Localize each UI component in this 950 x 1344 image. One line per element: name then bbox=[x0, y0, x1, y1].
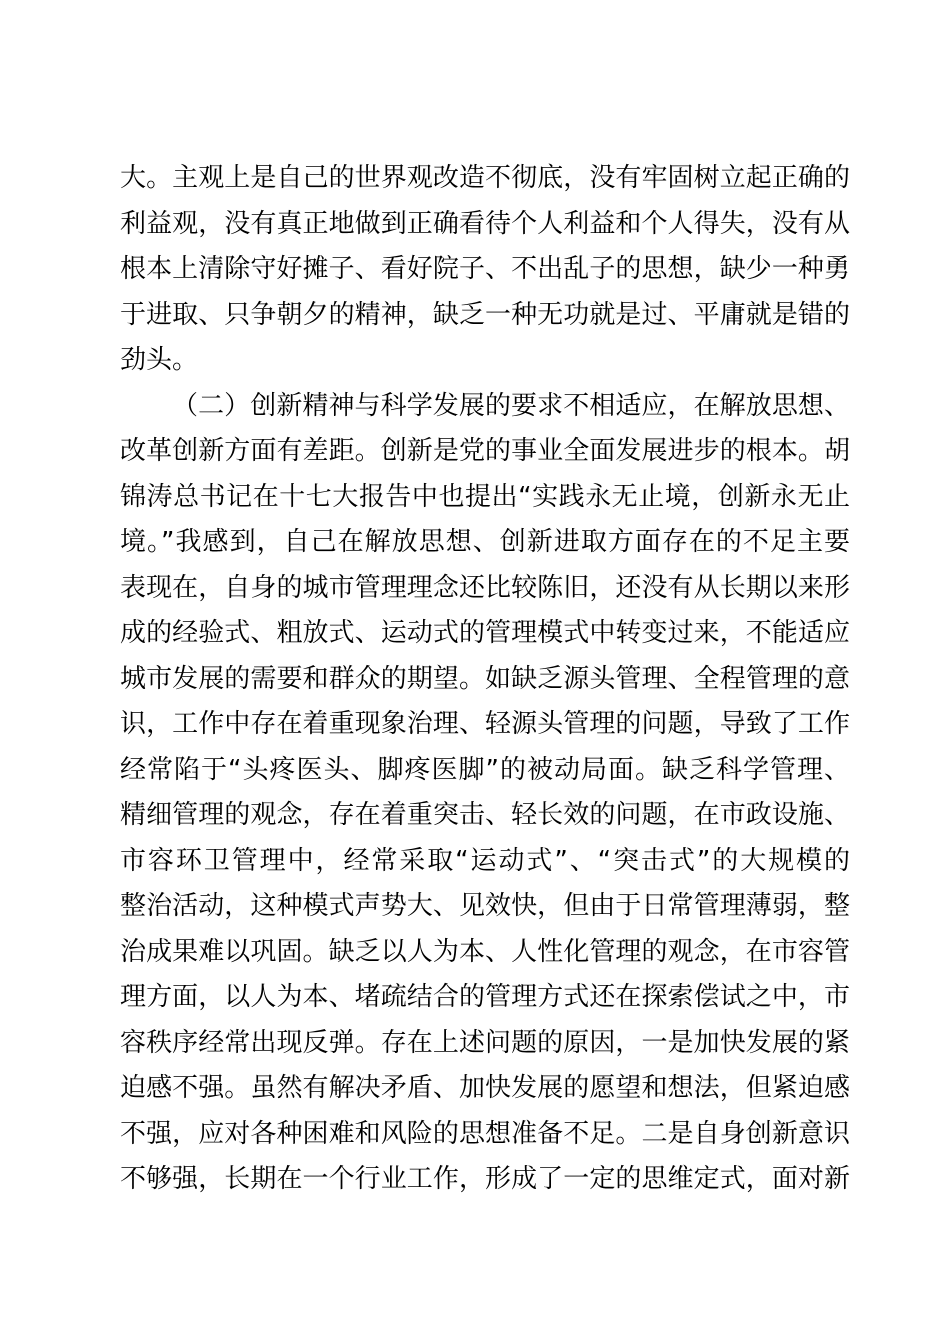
text-line: 改革创新方面有差距。创新是党的事业全面发展进步的根本。胡 bbox=[120, 436, 850, 466]
text-line: 容秩序经常出现反弹。存在上述问题的原因，一是加快发展的紧 bbox=[120, 1027, 850, 1058]
section-heading-line: （二）创新精神与科学发展的要求不相适应，在解放思想、 bbox=[172, 390, 850, 421]
text-line: 不强，应对各种困难和风险的思想准备不足。二是自身创新意识 bbox=[120, 1118, 850, 1149]
text-line: 表现在，自身的城市管理理念还比较陈旧，还没有从长期以来形 bbox=[120, 572, 850, 603]
text-line: 劲头。 bbox=[120, 345, 199, 375]
text-line: 城市发展的需要和群众的期望。如缺乏源头管理、全程管理的意 bbox=[120, 663, 850, 694]
text-line: 境。”我感到，自己在解放思想、创新进取方面存在的不足主要 bbox=[120, 527, 850, 557]
text-line: 理方面，以人为本、堵疏结合的管理方式还在探索偿试之中，市 bbox=[120, 982, 850, 1012]
text-line: 整治活动，这种模式声势大、见效快，但由于日常管理薄弱，整 bbox=[120, 891, 850, 921]
text-line: 利益观，没有真正地做到正确看待个人利益和个人得失，没有从 bbox=[120, 208, 850, 239]
text-line: 于进取、只争朝夕的精神，缺乏一种无功就是过、平庸就是错的 bbox=[120, 299, 850, 330]
text-line: 市容环卫管理中，经常采取“运动式”、“突击式”的大规模的 bbox=[120, 845, 850, 876]
text-line: 经常陷于“头疼医头、脚疼医脚”的被动局面。缺乏科学管理、 bbox=[120, 754, 850, 785]
text-line: 迫感不强。虽然有解决矛盾、加快发展的愿望和想法，但紧迫感 bbox=[120, 1073, 850, 1103]
text-line: 锦涛总书记在十七大报告中也提出“实践永无止境，创新永无止 bbox=[120, 481, 850, 512]
text-line: 大。主观上是自己的世界观改造不彻底，没有牢固树立起正确的 bbox=[120, 163, 850, 193]
text-line: 识，工作中存在着重现象治理、轻源头管理的问题，导致了工作 bbox=[120, 709, 850, 739]
text-line: 不够强，长期在一个行业工作，形成了一定的思维定式，面对新 bbox=[120, 1164, 850, 1194]
text-line: 根本上清除守好摊子、看好院子、不出乱子的思想，缺少一种勇 bbox=[120, 254, 850, 284]
text-line: 治成果难以巩固。缺乏以人为本、人性化管理的观念，在市容管 bbox=[120, 936, 850, 967]
body-text bbox=[120, 156, 850, 1203]
text-line: 成的经验式、粗放式、运动式的管理模式中转变过来，不能适应 bbox=[120, 618, 850, 648]
text-line: 精细管理的观念，存在着重突击、轻长效的问题，在市政设施、 bbox=[120, 800, 850, 830]
